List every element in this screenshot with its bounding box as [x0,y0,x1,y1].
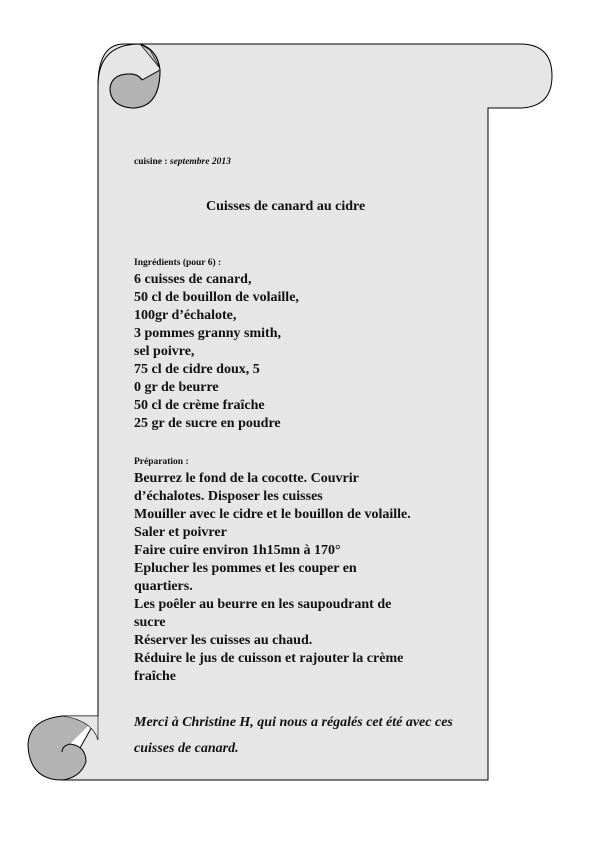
meta-date: septembre 2013 [169,157,231,167]
preparation-line: Eplucher les pommes et les couper en [134,561,357,576]
preparation-line: Les poêler au beurre en les saupoudrant de [134,597,392,612]
ingredients-list [134,271,299,433]
recipe-title: Cuisses de canard au cidre [206,199,366,214]
ingredient-item: 25 gr de sucre en poudre [134,416,281,431]
preparation-line: Saler et poivrer [134,525,227,540]
preparation-line: fraîche [134,669,176,684]
preparation-line: quartiers. [134,579,193,594]
ingredient-item: 0 gr de beurre [134,380,219,395]
preparation-line: d’échalotes. Disposer les cuisses [134,489,323,504]
ingredient-item: 6 cuisses de canard, [134,272,252,287]
preparation-line: Faire cuire environ 1h15mn à 170° [134,543,341,558]
preparation-steps [134,470,411,686]
ingredients-label: Ingrédients (pour 6) : [134,258,222,268]
preparation-label: Préparation : [134,457,189,467]
ingredient-item: 50 cl de bouillon de volaille, [134,290,299,305]
meta-prefix: cuisine : [134,157,170,167]
ingredient-item: 3 pommes granny smith, [134,326,282,341]
preparation-line: sucre [134,615,166,630]
recipe-meta [134,157,231,167]
preparation-line: Réduire le jus de cuisson et rajouter la crème [134,651,404,666]
ingredient-item: 50 cl de crème fraîche [134,398,265,413]
preparation-line: Réserver les cuisses au chaud. [134,633,313,648]
thanks-note: Merci à Christine H, qui nous a régalés cet été avec ces cuisses de canard. [134,715,453,756]
ingredient-item: 75 cl de cidre doux, 5 [134,362,260,377]
ingredient-item: 100gr d’échalote, [134,308,237,323]
ingredient-item: sel poivre, [134,344,195,359]
preparation-line: Beurrez le fond de la cocotte. Couvrir [134,471,359,486]
preparation-line: Mouiller avec le cidre et le bouillon de volaille. [134,507,411,522]
